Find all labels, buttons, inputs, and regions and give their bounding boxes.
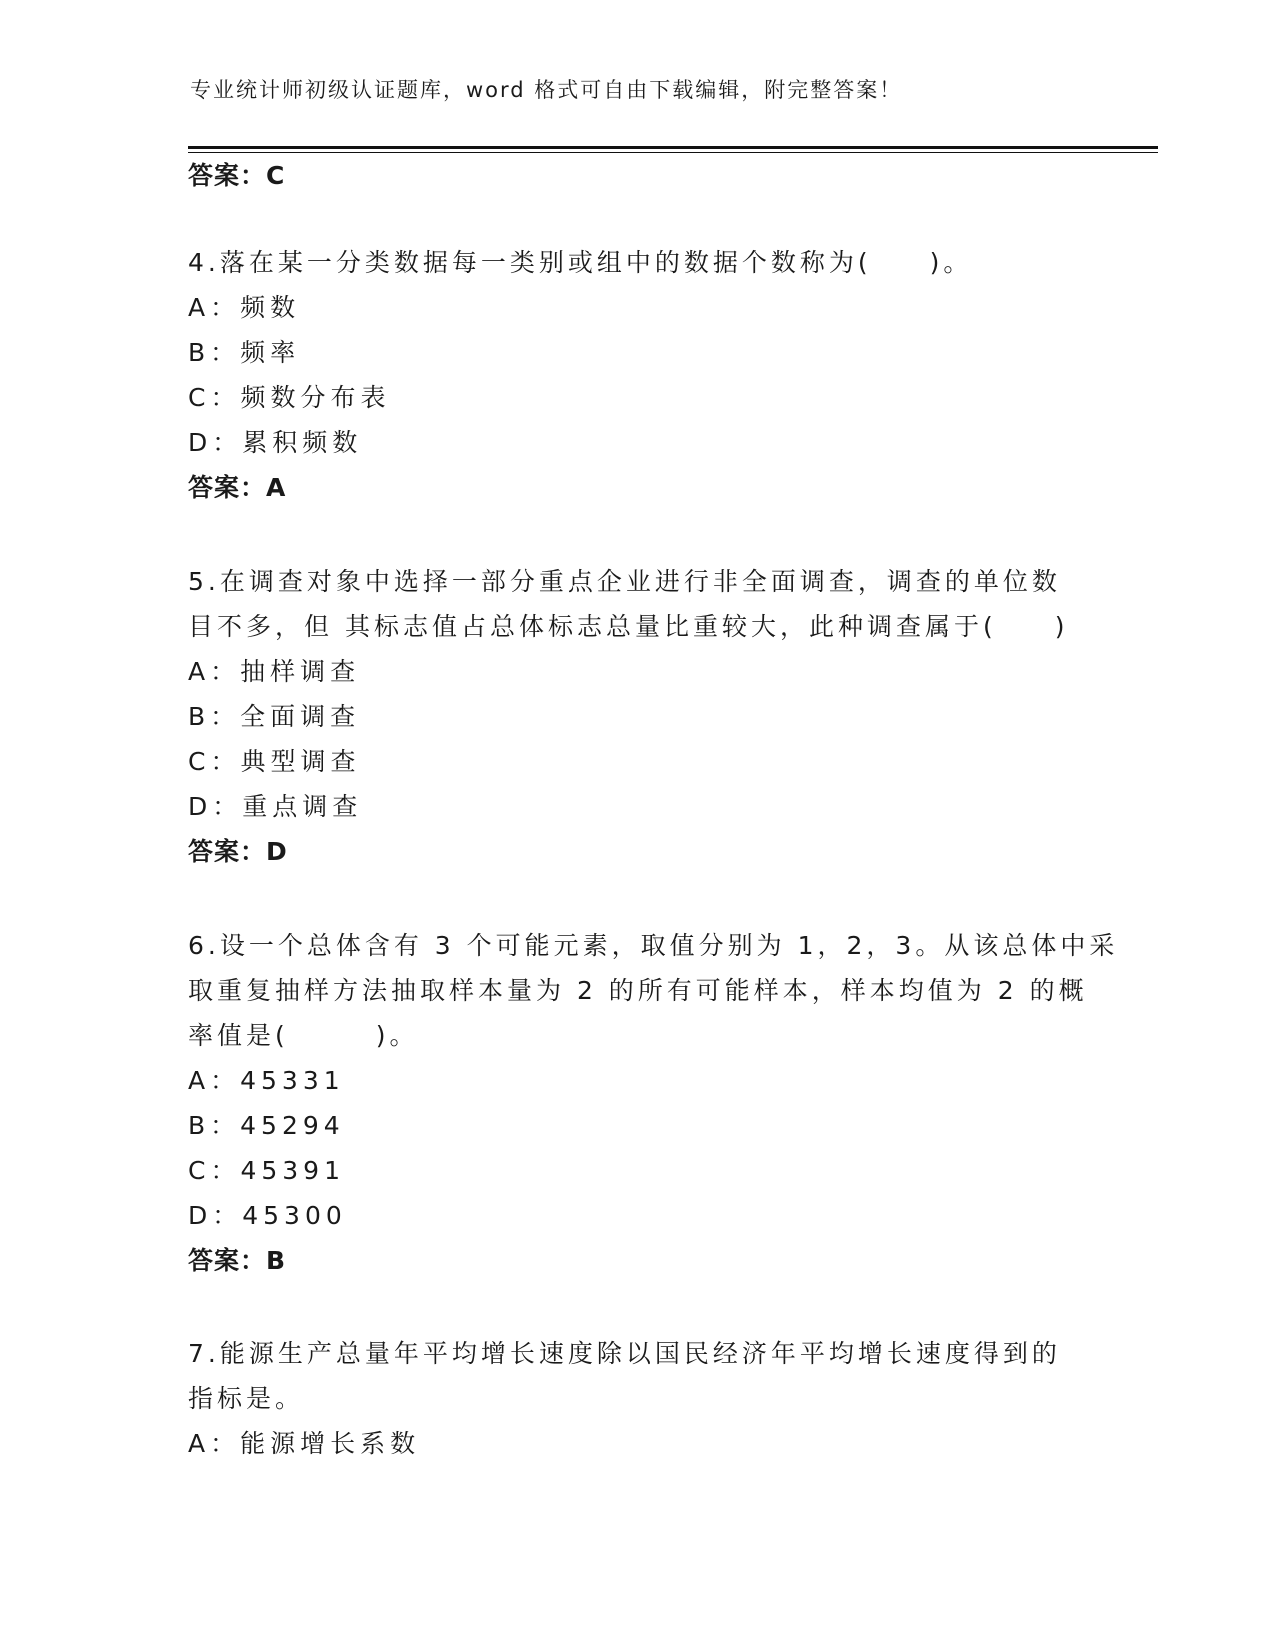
question-6-option-c: C：45391 [188, 1156, 345, 1185]
question-5-option-b: B：全面调查 [188, 702, 361, 731]
question-7-stem-line-2: 指标是。 [188, 1384, 305, 1413]
question-6-answer: 答案：B [188, 1246, 287, 1275]
question-5-option-d: D：重点调查 [188, 792, 363, 821]
question-6-stem-line-1: 6.设一个总体含有 3 个可能元素，取值分别为 1，2，3。从该总体中采 [188, 931, 1119, 960]
header-rule-thin [188, 152, 1158, 153]
previous-answer: 答案：C [188, 161, 286, 190]
page-header: 专业统计师初级认证题库，word 格式可自由下载编辑，附完整答案！ [190, 78, 903, 102]
question-4-option-d: D：累积频数 [188, 428, 363, 457]
question-4-option-c: C：频数分布表 [188, 383, 391, 412]
question-6-option-d: D：45300 [188, 1201, 347, 1230]
question-4-option-b: B：频率 [188, 338, 301, 367]
question-7-option-a: A：能源增长系数 [188, 1429, 421, 1458]
question-5-option-a: A：抽样调查 [188, 657, 361, 686]
question-5-stem-line-2: 目不多，但 其标志值占总体标志总量比重较大，此种调查属于( ) [188, 612, 1069, 641]
question-7-stem-line-1: 7.能源生产总量年平均增长速度除以国民经济年平均增长速度得到的 [188, 1339, 1061, 1368]
question-6-option-a: A：45331 [188, 1066, 345, 1095]
question-5-stem-line-1: 5.在调查对象中选择一部分重点企业进行非全面调查，调查的单位数 [188, 567, 1061, 596]
question-6-option-b: B：45294 [188, 1111, 345, 1140]
question-4-answer: 答案：A [188, 473, 287, 502]
question-4-option-a: A：频数 [188, 293, 301, 322]
question-6-stem-line-2: 取重复抽样方法抽取样本量为 2 的所有可能样本，样本均值为 2 的概 [188, 976, 1088, 1005]
question-5-answer: 答案：D [188, 837, 288, 866]
question-6-stem-line-3: 率值是( )。 [188, 1021, 419, 1050]
question-5-option-c: C：典型调查 [188, 747, 361, 776]
header-rule-thick [188, 146, 1158, 149]
question-4-stem: 4.落在某一分类数据每一类别或组中的数据个数称为( )。 [188, 248, 973, 277]
